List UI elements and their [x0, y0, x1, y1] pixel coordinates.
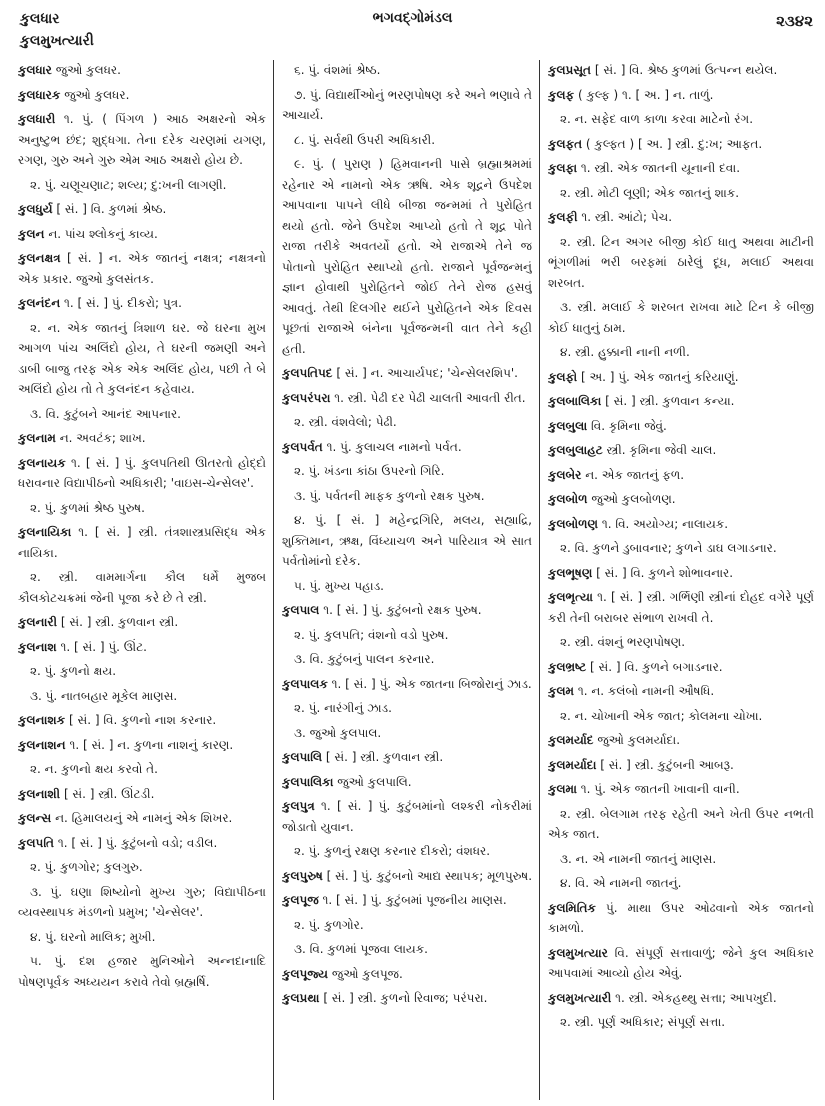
column-3: [548, 60, 814, 1100]
entry-definition: ૧. સ્ત્રી. એક જાતની યૂનાની દવા.: [580, 161, 741, 175]
dictionary-entry: [18, 833, 266, 854]
dictionary-entry: [18, 808, 266, 829]
dictionary-entry: [282, 486, 532, 507]
entry-definition: ૩. વિ. કુટુંબનું પાલન કરનાર.: [294, 652, 435, 666]
dictionary-entry: [548, 60, 814, 81]
dictionary-entry: [548, 779, 814, 800]
entry-definition: વિ. સંપૂર્ણ સત્તાવાળું; જેને કુલ અધિકાર આપવામાં આવ્યો હોય એવું.: [548, 945, 814, 980]
dictionary-entry: [282, 130, 532, 151]
dictionary-entry: [18, 428, 266, 449]
dictionary-entry: [282, 988, 532, 1009]
entry-definition: ૪. વિ. એ નામની જાતનું.: [560, 876, 682, 890]
dictionary-entry: [548, 632, 814, 653]
entry-headword: કુલનારી: [18, 615, 58, 629]
dictionary-entry: [548, 342, 814, 363]
entry-definition: ૨. પું. કુળનું રક્ષણ કરનાર દીકરો; વંશધર.: [294, 844, 491, 858]
dictionary-entry: [282, 388, 532, 409]
dictionary-entry: [282, 939, 532, 960]
dictionary-entry: [548, 232, 814, 294]
dictionary-entry: [282, 363, 532, 384]
dictionary-entry: [548, 440, 814, 461]
entry-headword: કુલપાલક: [282, 676, 328, 691]
entry-definition: [ સં. ] વિ. કુળને બગાડનાર.: [590, 659, 723, 674]
entry-definition: ૨. પું. ખંડના કાંઠા ઉપરનો ગિરિ.: [294, 464, 445, 478]
entry-definition: ૨. પું. નારંગીનું ઝાડ.: [294, 701, 392, 715]
dictionary-entry: [282, 437, 532, 458]
entry-definition: ૧. [ સં. ] પું. દીકરો; પુત્ર.: [63, 296, 182, 310]
dictionary-entry: [548, 730, 814, 751]
dictionary-entry: [548, 943, 814, 984]
dictionary-entry: [18, 735, 266, 756]
entry-definition: ૨. પું. કુલપતિ; વંશનો વડો પુરુષ.: [294, 627, 449, 642]
entry-definition: ૯. પું. ( પુરાણ ) હિમવાનની પાસે બ્રહ્માશ્રમમાં રહેનાર એ નામનો એક ઋષિ. એક શૂદ્રને ઉપદેશ આપવાના પાપને લીધે બીજા જન્મમાં તે પુરોહિત થયો હતો. જેને ઉપદેશ આપ્યો હતો તે શૂદ્ર પોતે રાજા તરીકે અવતર્યો હતો. એ રાજાએ તેને જ પોતાનો પુરોહિત સ્થાપ્યો હતો. રાજાને પૂર્વજન્મનું જ્ઞાન હોવાથી પુરોહિતને જોઈ તેને રોજ હસવું આવતું. તેથી દિલગીર થઈને પુરોહિતને એક દિવસ પૂછતાં રાજાએ બંનેના પૂર્વજન્મની વાત તેને કહી હતી.: [282, 157, 532, 356]
dictionary-entry: [282, 890, 532, 911]
entry-definition: ૧. [ સં. ] પું. કુટુંબમાંનો લશ્કરી નોકરીમાં જોડાતો યુવાન.: [282, 799, 532, 834]
entry-definition: ૧. પું. એક જાતની ખાવાની વાની.: [580, 782, 740, 796]
entry-definition: ૨. સ્ત્રી. બેલગામ તરફ રહેતી અને ખેતી ઉપર નભતી એક જાત.: [548, 806, 814, 841]
entry-headword: કુલનાશ: [18, 639, 57, 654]
entry-headword: કુલફા: [548, 161, 578, 175]
column-1: [18, 60, 266, 1100]
dictionary-entry: [548, 898, 814, 939]
guide-word-last: કુલમુખત્યારી: [20, 33, 94, 49]
entry-headword: કુલપુરુષ: [282, 868, 323, 883]
entry-definition: ન. પાંચ શ્લોકનું કાવ્ય.: [48, 226, 158, 241]
entry-headword: કુલભૃત્યા: [548, 590, 593, 604]
dictionary-entry: [548, 85, 814, 106]
dictionary-entry: [18, 882, 266, 923]
entry-headword: કુલનાયક: [18, 455, 66, 470]
entry-definition: ૧. વિ. અયોગ્ય; નાલાયક.: [601, 516, 729, 531]
dictionary-entry: [282, 576, 532, 597]
entry-definition: ૧. સ્ત્રી. આંટો; પેચ.: [581, 210, 673, 224]
entry-definition: ન. અવટંક; શાખ.: [59, 431, 146, 445]
entry-definition: [ અ. ] પું. એક જાતનું કરિયાણું.: [580, 369, 739, 384]
entry-definition: ૧. [ સં. ] પું. એક જાતના બિજોરાનું ઝાડ.: [331, 676, 532, 691]
entry-definition: [ સં. ] સ્ત્રી. કુળવાન સ્ત્રી.: [325, 750, 444, 764]
dictionary-entry: [282, 674, 532, 695]
entry-definition: ૩. સ્ત્રી. મલાઈ કે શરબત રાખવા માટે ટિન કે બીજી કોઈ ધાતુનું ઠામ.: [548, 300, 814, 335]
entry-definition: ૫. પું. મુખ્ય પહાડ.: [294, 578, 384, 593]
entry-definition: ૩. પું. ઘણા શિષ્યોનો મુખ્ય ગુરુ; વિદ્યાપીઠના વ્યવસ્થાપક મંડળનો પ્રમુખ; 'ચેન્સેલર'.: [18, 884, 266, 919]
dictionary-entry: [282, 841, 532, 862]
dictionary-entry: [18, 857, 266, 878]
dictionary-entry: [282, 649, 532, 670]
entry-headword: કુલબોળણ: [548, 516, 599, 531]
entry-definition: વિ. કૃમિના જેવું.: [591, 418, 667, 433]
entry-definition: ૭. પું. વિદ્યાર્થીઓનું ભરણપોષણ કરે અને ભણાવે તે આચાર્ય.: [282, 87, 532, 122]
entry-headword: કુલબુલાહટ: [548, 443, 603, 457]
dictionary-entry: [548, 391, 814, 412]
dictionary-entry: [548, 514, 814, 535]
entry-definition: [ સં. ] ન. એક જાતનું નક્ષત્ર; નક્ષત્રનો એક પ્રકાર. જુઓ કુલસંતક.: [18, 251, 266, 286]
entry-headword: કુલન: [18, 226, 45, 241]
entry-headword: કુલપૂજ્ય: [282, 966, 329, 981]
dictionary-entry: [548, 367, 814, 388]
entry-definition: [ સં. ] સ્ત્રી. કુળવાન સ્ત્રી.: [60, 615, 179, 629]
entry-definition: ૨. પું. કુળનો ક્ષય.: [30, 664, 117, 678]
entry-headword: કુલમર્યાદ: [548, 733, 594, 747]
entry-definition: ૨. પું. કુળગોર; કુલગુરુ.: [30, 860, 143, 874]
dictionary-entry: [18, 498, 266, 519]
entry-headword: કુલનાયિકા: [18, 525, 72, 539]
entry-headword: કુલનામ: [18, 431, 56, 445]
dictionary-entry: [18, 686, 266, 707]
entry-definition: ૨. પું. કુળમાં શ્રેષ્ઠ પુરુષ.: [30, 500, 145, 515]
dictionary-entry: [548, 804, 814, 845]
entry-headword: કુલપાલિ: [282, 750, 323, 764]
entry-headword: કુલનાશક: [18, 713, 66, 727]
dictionary-entry: [548, 465, 814, 486]
entry-headword: કુલનંદન: [18, 296, 61, 310]
entry-headword: કુલપતિ: [18, 835, 55, 850]
page-number: ૨૩૪૨: [776, 12, 813, 30]
entry-headword: કુલધારી: [18, 112, 56, 126]
dictionary-entry: [18, 522, 266, 563]
dictionary-entry: [548, 706, 814, 727]
entry-definition: ૩. વિ. કુટુંબને આનંદ આપનાર.: [30, 406, 181, 421]
entry-definition: [ સં. ] વિ. કુળને શોભાવનાર.: [596, 565, 734, 580]
dictionary-entry: [18, 927, 266, 948]
entry-definition: ૬. પું. વંશમાં શ્રેષ્ઠ.: [294, 63, 381, 77]
dictionary-entry: [18, 404, 266, 425]
entry-definition: ૨. પું. ચણૂચણાટ; શલ્ય; દુ:ખની લાગણી.: [30, 177, 227, 192]
entry-definition: ૨. સ્ત્રી. વંશનું ભરણપોષણ.: [560, 635, 686, 649]
entry-headword: કુલપૂજ: [282, 893, 319, 907]
dictionary-entry: [282, 625, 532, 646]
dictionary-entry: [18, 60, 266, 81]
entry-definition: ૪. પું. [ સં. ] મહેન્દ્રગિરિ, મલય, સહ્યાદ્રિ, શુક્તિમાન, ઋક્ષ, વિંધ્યાચળ અને પારિયાત્ર એ સાત પર્વતોમાંનો દરેક.: [282, 513, 532, 568]
entry-headword: કુલનક્ષત્ર: [18, 251, 61, 265]
dictionary-entry: [548, 563, 814, 584]
entry-definition: ૧. ન. કલંબો નામની ઔષધિ.: [577, 684, 715, 698]
entry-headword: કુલપુત્ર: [282, 799, 315, 813]
entry-definition: જુઓ કુલપૂજ.: [331, 966, 403, 981]
entry-definition: જુઓ કુલબોળણ.: [591, 492, 676, 506]
dictionary-entry: [18, 612, 266, 633]
dictionary-entry: [282, 461, 532, 482]
dictionary-entry: [18, 318, 266, 400]
entry-definition: ૧. [ સં. ] પું. કુલપતિથી ઊતરતો હોદ્દો ધરાવનાર વિદ્યાપીઠનો અધિકારી; 'વાઇસ-ચેન્સેલર'.: [18, 455, 266, 490]
entry-definition: ૨. સ્ત્રી. વામમાર્ગના કૌલ ધર્મે મુજબ કૌલકોટચક્રમાં જેની પૂજા કરે છે તે સ્ત્રી.: [18, 570, 266, 605]
entry-definition: ૧. [ સં. ] પું. ઊંટ.: [60, 639, 147, 654]
entry-definition: [ સં. ] ન. આચાર્યપદ; 'ચેન્સેલરશિપ'.: [336, 366, 518, 380]
entry-headword: કુલફો: [548, 369, 578, 384]
entry-headword: કુલમ: [548, 684, 575, 698]
dictionary-entry: [18, 109, 266, 171]
dictionary-entry: [548, 109, 814, 130]
entry-headword: કુલપ્રસૂત: [548, 63, 592, 77]
entry-definition: [ સં. ] વિ. કુળનો નાશ કરનાર.: [68, 713, 217, 727]
entry-definition: સ્ત્રી. કૃમિના જેવી ચાલ.: [606, 443, 717, 457]
dictionary-entry: [18, 710, 266, 731]
dictionary-entry: [548, 657, 814, 678]
dictionary-entry: [282, 85, 532, 126]
entry-definition: ૧. [ સં. ] ન. કુળના નાશનું કારણ.: [69, 737, 234, 752]
dictionary-entry: [548, 134, 814, 155]
entry-headword: કુલમિતિક: [548, 900, 596, 915]
entry-definition: ૨. સ્ત્રી. ટિન અગર બીજી કોઈ ધાતુ અથવા માટીની ભૂંગળીમાં ભરી બરફમાં ઠારેલું દૂધ, મલાઈ અથવા શરબત.: [548, 234, 814, 290]
guide-word-first: કુલધાર: [20, 11, 60, 27]
dictionary-entry: [548, 489, 814, 510]
entry-definition: ૧. પું. ( પિંગળ ) આઠ અક્ષરનો એક અનુષ્ટુભ છંદ; શુદ્ધગા. તેના દરેક ચરણમાં યગણ, રગણ, ગુરુ અને ગુરુ એમ આઠ અક્ષરો હોય છે.: [18, 112, 266, 167]
dictionary-entry: [282, 698, 532, 719]
entry-definition: ૨. પું. કુળગોર.: [294, 917, 364, 932]
dictionary-entry: [548, 158, 814, 179]
entry-headword: કુલબેર: [548, 467, 582, 482]
dictionary-entry: [282, 964, 532, 985]
entry-headword: કુલફ: [548, 87, 575, 102]
entry-definition: જુઓ કુલપાલિ.: [337, 774, 412, 789]
entry-headword: કુલધુર્ય: [18, 202, 53, 216]
column-divider: [539, 60, 540, 1100]
entry-definition: [ સં. ] સ્ત્રી. કુળનો રિવાજ; પરંપરા.: [323, 991, 488, 1005]
entry-headword: કુલપરંપરા: [282, 390, 331, 405]
entry-definition: ૨. ન. ચોખાની એક જાત; કોલમના ચોખા.: [560, 708, 763, 723]
entry-definition: જુઓ કુલધર.: [64, 87, 130, 102]
dictionary-entry: [548, 873, 814, 894]
dictionary-entry: [548, 849, 814, 870]
entry-definition: ૨. સ્ત્રી. મોટી લૂણી; એક જાતનું શાક.: [560, 185, 740, 200]
entry-definition: ૩. પું. પર્વતની માફક કુળનો રક્ષક પુરુષ.: [294, 488, 485, 503]
entry-headword: કુલમર્યાદા: [548, 757, 597, 772]
dictionary-entry: [548, 416, 814, 437]
entry-definition: ૧. [ સં. ] પું. કુટુંબનો વડો; વડીલ.: [57, 835, 218, 850]
entry-definition: ન. એક જાતનું ફળ.: [585, 467, 685, 482]
dictionary-entry: [282, 915, 532, 936]
entry-definition: ૪. પું. ઘરનો માલિક; મુખી.: [30, 929, 156, 944]
entry-headword: કુલમુખત્યાર: [548, 945, 608, 960]
entry-definition: ૩. વિ. કુળમાં પૂજવા લાયક.: [294, 942, 428, 956]
entry-definition: [ સં. ] વિ. કુળમાં શ્રેષ્ઠ.: [56, 202, 167, 216]
dictionary-entry: [18, 293, 266, 314]
entry-definition: જુઓ કુલધર.: [55, 63, 121, 77]
dictionary-entry: [282, 772, 532, 793]
entry-headword: કુલનાશન: [18, 737, 66, 752]
dictionary-entry: [18, 199, 266, 220]
dictionary-entry: [18, 567, 266, 608]
dictionary-entry: [548, 297, 814, 338]
entry-headword: કુલધારક: [18, 87, 61, 102]
entry-definition: [ સં. ] સ્ત્રી. કુટુંબની આબરૂ.: [600, 757, 734, 772]
entry-headword: કુલબોળ: [548, 492, 588, 506]
dictionary-entry: [282, 412, 532, 433]
column-divider: [273, 60, 274, 1100]
entry-definition: ૪. સ્ત્રી. હુક્કાની નાની નળી.: [560, 345, 690, 359]
dictionary-entry: [282, 600, 532, 621]
entry-headword: કુલભૂષણ: [548, 565, 593, 580]
entry-definition: ૨. ન. એક જાતનું ત્રિશાળ ઘર. જે ઘરના મુખ આગળ પાંચ અલિંદો હોય, તે ઘરની જમણી અને ડાબી બાજુ તરફ એક એક અલિંદ હોય, પછી તે બે અલિંદો હોય તો તે કુલનંદન કહેવાય.: [18, 320, 266, 396]
dictionary-entry: [282, 723, 532, 744]
dictionary-entry: [18, 951, 266, 992]
entry-definition: ૧. સ્ત્રી. એકહથ્થુ સત્તા; આપખુદી.: [615, 990, 777, 1005]
dictionary-entry: [18, 175, 266, 196]
entry-headword: કુલબુલા: [548, 418, 588, 433]
entry-definition: ૨. ન. કુળનો ક્ષય કરવો તે.: [30, 762, 158, 776]
dictionary-entry: [282, 154, 532, 359]
entry-headword: કુલનાશી: [18, 786, 61, 801]
entry-headword: કુલભ્રષ્ટ: [548, 659, 587, 674]
dictionary-entry: [18, 248, 266, 289]
dictionary-entry: [18, 85, 266, 106]
entry-definition: ૧. [ સં. ] સ્ત્રી. ગર્ભિણી સ્ત્રીનાં દોહદ વગેરે પૂર્ણ કરી તેની બરાબર સંભાળ રાખવી તે.: [548, 590, 814, 625]
entry-definition: [ સં. ] સ્ત્રી. ઊંટડી.: [63, 786, 155, 801]
entry-definition: ૮. પું. સર્વથી ઉપરી અધિકારી.: [294, 132, 436, 147]
entry-headword: કુલપર્વત: [282, 439, 323, 454]
dictionary-entry: [548, 988, 814, 1009]
entry-definition: ૩. ન. એ નામની જાતનું માણસ.: [560, 851, 717, 866]
entry-definition: ૩. પું. નાતબહાર મૂકેલ માણસ.: [30, 688, 178, 703]
entry-definition: ૧. સ્ત્રી. પેઢી દર પેઢી ચાલતી આવતી રીત.: [334, 390, 526, 405]
entry-definition: ૧. [ સં. ] પું. કુટુંબમાં પૂજનીય માણસ.: [322, 893, 507, 907]
entry-headword: કુલપ્રથા: [282, 991, 320, 1005]
entry-definition: ૨. સ્ત્રી. વંશવેલો; પેઢી.: [294, 415, 397, 429]
dictionary-entry: [282, 60, 532, 81]
dictionary-entry: [548, 681, 814, 702]
entry-definition: ૨. વિ. કુળને ડુબાવનાર; કુળને ડાઘ લગાડનાર.: [560, 541, 777, 555]
entry-headword: કુલફત: [548, 136, 583, 151]
entry-definition: ૨. ન. સફેદ વાળ કાળા કરવા માટેનો રંગ.: [560, 112, 754, 126]
entry-headword: કુલબાલિકા: [548, 394, 602, 408]
book-title: ભગવદ્ગોમંડલ: [372, 10, 453, 26]
entry-definition: ૫. પું. દશ હજાર મુનિઓને અન્નદાનાદિ પોષણપૂર્વક અધ્યયન કરાવે તેવો બ્રહ્મર્ષિ.: [18, 954, 266, 989]
column-2: [282, 60, 532, 1100]
entry-definition: ૨. સ્ત્રી. પૂર્ણ અધિકાર; સંપૂર્ણ સત્તા.: [560, 1015, 726, 1029]
entry-definition: ન. હિમાલયનું એ નામનું એક શિખર.: [55, 811, 233, 825]
dictionary-entry: [548, 538, 814, 559]
entry-headword: કુલફી: [548, 210, 578, 224]
dictionary-entry: [18, 453, 266, 494]
entry-headword: કુલમા: [548, 782, 577, 796]
dictionary-entry: [282, 510, 532, 572]
entry-headword: કુલપાલ: [282, 603, 320, 617]
entry-headword: કુલધાર: [18, 63, 52, 77]
dictionary-entry: [282, 796, 532, 837]
dictionary-entry: [282, 747, 532, 768]
dictionary-entry: [548, 1012, 814, 1033]
entry-headword: કુલમુખત્યારી: [548, 990, 612, 1005]
dictionary-entry: [18, 661, 266, 682]
dictionary-entry: [548, 587, 814, 628]
entry-definition: [ સં. ] વિ. શ્રેષ્ઠ કુળમાં ઉત્પન્ન થયેલ.: [594, 63, 778, 77]
dictionary-entry: [548, 207, 814, 228]
entry-definition: જુઓ કુલમર્યાદા.: [597, 733, 681, 747]
entry-definition: ૧. [ સં. ] સ્ત્રી. તંત્રશાસ્ત્રપ્રસિદ્ધ એક નાયિકા.: [18, 525, 266, 560]
dictionary-entry: [548, 183, 814, 204]
dictionary-entry: [18, 784, 266, 805]
dictionary-entry: [282, 866, 532, 887]
entry-definition: ૧. પું. કુલાચલ નામનો પર્વત.: [326, 439, 462, 454]
entry-definition: [ સં. ] પું. કુટુંબનો આદ્ય સ્થાપક; મૂળપુરુષ.: [326, 868, 532, 883]
dictionary-entry: [18, 637, 266, 658]
entry-headword: કુલપતિપદ: [282, 366, 333, 380]
dictionary-entry: [18, 224, 266, 245]
entry-definition: ( કુલ્ફ ) ૧. [ અ. ] ન. તાળું.: [577, 87, 714, 102]
entry-definition: ( કુલ્ફત ) [ અ. ] સ્ત્રી. દુ:ખ; આફત.: [585, 136, 763, 151]
entry-definition: પું. માથા ઉપર ઓઢવાનો એક જાતનો કામળો.: [548, 900, 814, 935]
entry-headword: કુલપાલિકા: [282, 774, 334, 789]
entry-headword: કુલન્સ: [18, 811, 52, 825]
entry-definition: [ સં. ] સ્ત્રી. કુળવાન કન્યા.: [605, 394, 735, 408]
dictionary-entry: [548, 755, 814, 776]
entry-definition: ૧. [ સં. ] પું. કુટુંબનો રક્ષક પુરુષ.: [323, 603, 482, 617]
dictionary-entry: [18, 759, 266, 780]
entry-definition: ૩. જુઓ કુલપાલ.: [294, 725, 382, 740]
